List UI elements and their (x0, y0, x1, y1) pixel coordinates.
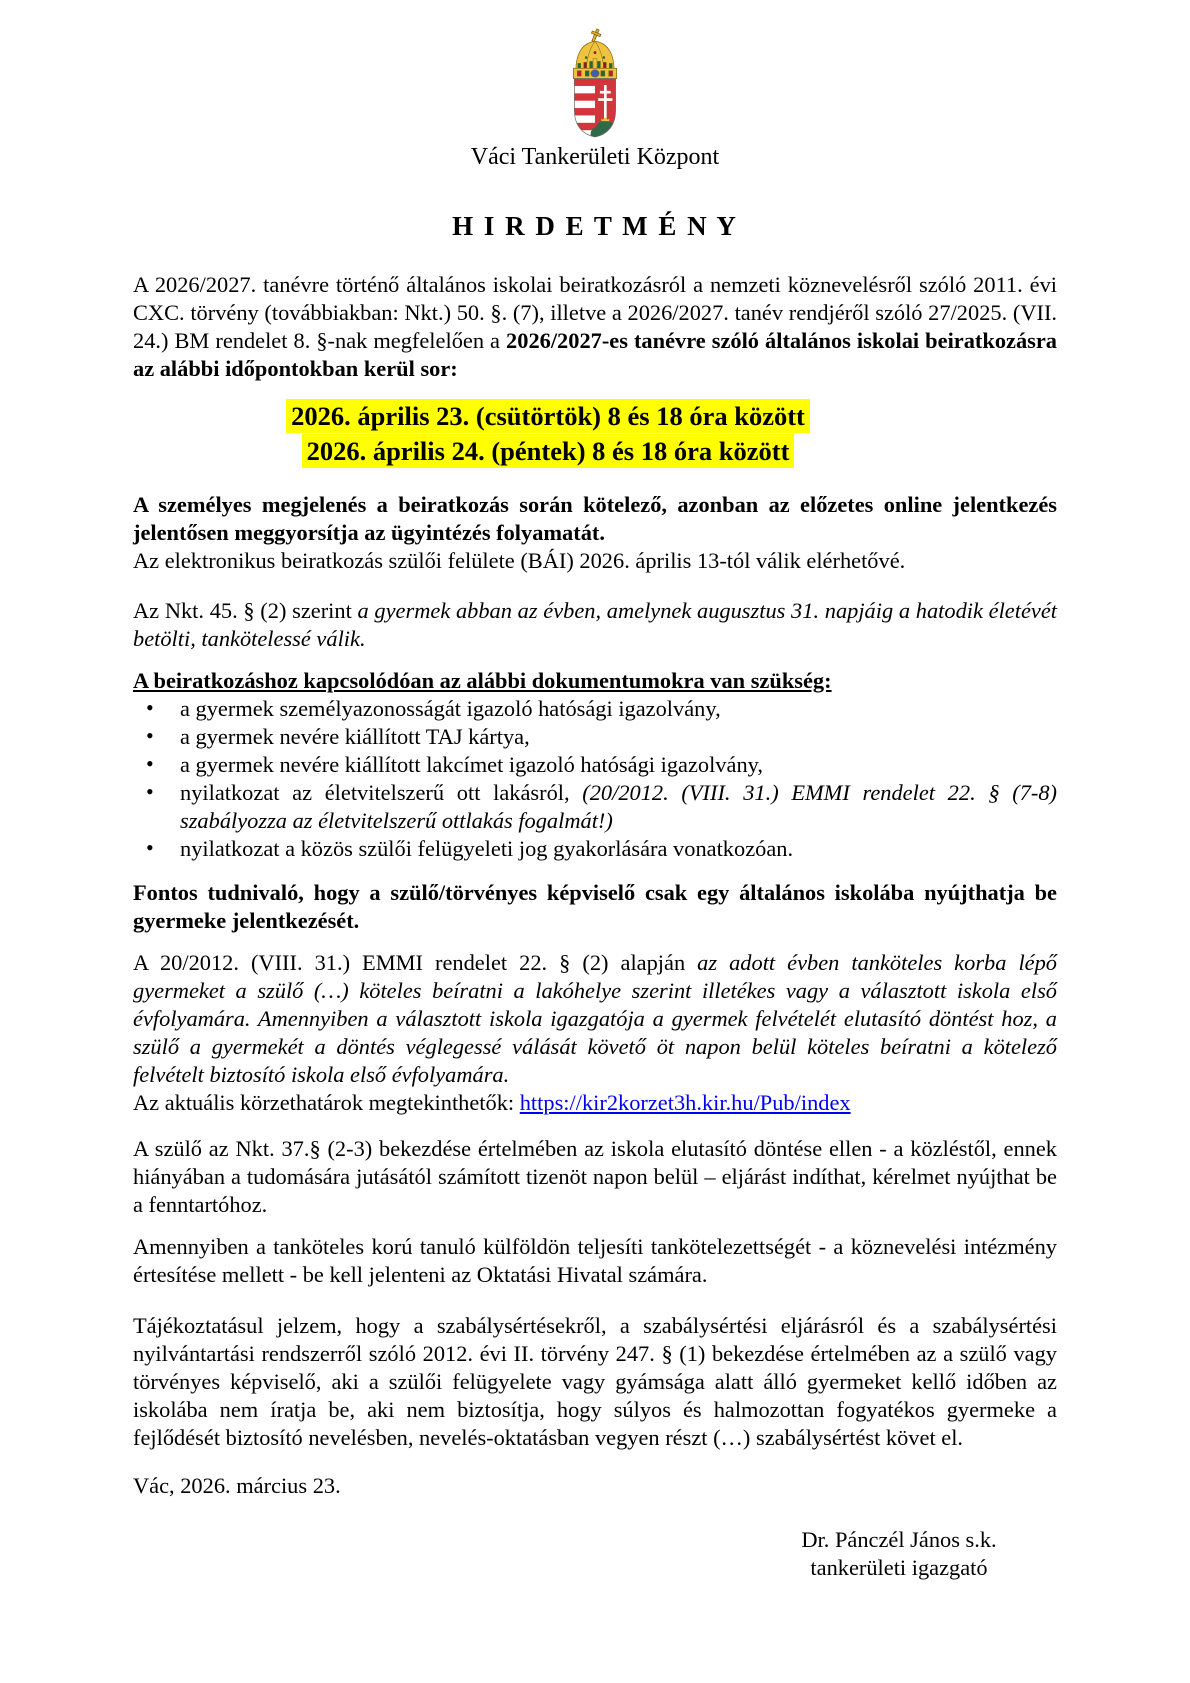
document-item-text: a gyermek nevére kiállított lakcímet igazoló hatósági igazolvány, (180, 752, 763, 777)
appeal-paragraph: A szülő az Nkt. 37.§ (2-3) bekezdése értelmében az iskola elutasító döntése ellen - a közléstől, ennek hiányában a tudomására jutásától számított tizenöt napon belül – eljárást indíthat, kérelmet nyújthat be a fenntartóhoz. (133, 1136, 1057, 1217)
documents-heading: A beiratkozáshoz kapcsolódóan az alábbi dokumentumokra van szükség: (133, 668, 832, 693)
bullet-icon: • (146, 751, 154, 776)
school-age-paragraph (133, 597, 1057, 653)
abroad-obligation-paragraph: Amennyiben a tanköteles korú tanuló külföldön teljesíti tankötelezettségét - a köznevelési intézmény értesítése mellett - be kell jelenteni az Oktatási Hivatal számára. (133, 1234, 1057, 1287)
signature-block (749, 1526, 1049, 1582)
emmi-italic: az adott évben tanköteles korba lépő gyermeket a szülő (…) köteles beíratni a lakóhelye szerint illetékes vagy a választott iskola első évfolyamára. Amennyiben a választott iskola igazgatója a gyermek felvételét elutasító döntést hoz, a szülő a gyermekét a döntés véglegessé válását követő öt napon belül köteles beíratni a kötelező felvételt biztosító iskola első évfolyamára. (133, 950, 1057, 1087)
bullet-icon: • (146, 723, 154, 748)
signatory-role: tankerületi igazgató (810, 1555, 988, 1580)
document-item-text: a gyermek nevére kiállított TAJ kártya, (180, 724, 530, 749)
document-item-italic: (20/2012. (VIII. 31.) EMMI rendelet 22. § (7-8) szabályozza az életvitelszerű ottlakás fogalmát!) (180, 780, 1058, 833)
emmi-rule-paragraph (133, 949, 1057, 1089)
intro-paragraph (133, 271, 1057, 383)
highlighted-date-1: 2026. április 23. (csütörtök) 8 és 18 óra között (286, 399, 810, 433)
infraction-paragraph: Tájékoztatásul jelzem, hogy a szabálysértésekről, a szabálysértési eljárásról és a szabálysértési nyilvántartási rendszerről szóló 2012. évi II. törvény 247. § (1) bekezdése értelmében az a szülő vagy törvényes képviselő, aki a szülői felügyelete vagy gyámsága alatt álló gyermeket kellő időben az iskolába nem íratja be, aki nem biztosítja, hogy súlyos és halmozottan fogyatékos gyermeke a fejlődését biztosító nevelésben, nevelés-oktatásban vegyen részt (…) szabálysértést követ el. (133, 1313, 1057, 1450)
list-item (133, 835, 1057, 863)
electronic-enrollment-note: Az elektronikus beiratkozás szülői felülete (BÁI) 2026. április 13-tól válik elérhetővé. (133, 548, 906, 573)
important-notice-paragraph: Fontos tudnivaló, hogy a szülő/törvényes képviselő csak egy általános iskolába nyújthatja be gyermeke jelentkezését. (133, 880, 1057, 933)
enrollment-dates-block (133, 399, 963, 469)
organization-name: Váci Tankerületi Központ (470, 144, 720, 170)
list-item (133, 723, 1057, 751)
place-and-date: Vác, 2026. március 23. (133, 1473, 341, 1498)
documents-list (133, 695, 1057, 863)
school-age-italic: a gyermek abban az évben, amelynek augusztus 31. napjáig a hatodik életévét betölti, tankötelessé válik. (133, 598, 1057, 651)
bullet-icon: • (146, 779, 154, 804)
document-item-text: nyilatkozat a közös szülői felügyeleti jog gyakorlására vonatkozóan. (180, 836, 794, 861)
intro-regular-text: A 2026/2027. tanévre történő általános iskolai beiratkozásról a nemzeti köznevelésről szóló 2011. évi CXC. törvény (továbbiakban: Nkt.) 50. §. (7), illetve a 2026/2027. tanév rendjéről szóló 27/2025. (VII. 24.) BM rendelet 8. §-nak megfelelően a (133, 272, 1057, 353)
district-boundaries-link[interactable]: https://kir2korzet3h.kir.hu/Pub/index (519, 1090, 851, 1115)
document-item-text: a gyermek személyazonosságát igazoló hatósági igazolvány, (180, 696, 721, 721)
hungarian-coat-of-arms-icon (564, 28, 626, 140)
highlighted-date-2: 2026. április 24. (péntek) 8 és 18 óra között (302, 434, 795, 468)
attendance-bold-paragraph: A személyes megjelenés a beiratkozás során kötelező, azonban az előzetes online jelentkezés jelentősen meggyorsítja az ügyintézés folyamatát. (133, 492, 1057, 545)
districts-line (133, 1089, 1057, 1117)
list-item (133, 695, 1057, 723)
enrollment-date-line-1 (133, 399, 963, 434)
districts-label: Az aktuális körzethatárok megtekinthetők: (133, 1090, 520, 1115)
emmi-regular: A 20/2012. (VIII. 31.) EMMI rendelet 22. § (2) alapján (133, 950, 686, 975)
list-item (133, 751, 1057, 779)
bullet-icon: • (146, 695, 154, 720)
document-title: H I R D E T M É N Y (452, 211, 738, 241)
intro-bold-text: 2026/2027-es tanévre szóló általános iskolai beiratkozásra az alábbi időpontokban kerül sor: (133, 328, 1058, 381)
document-item-text: nyilatkozat az életvitelszerű ott lakásról, (180, 780, 583, 805)
school-age-regular: Az Nkt. 45. § (2) szerint (133, 598, 352, 623)
signatory-name: Dr. Pánczél János s.k. (801, 1527, 997, 1552)
list-item (133, 779, 1057, 835)
bullet-icon: • (146, 835, 154, 860)
enrollment-date-line-2 (133, 434, 963, 469)
